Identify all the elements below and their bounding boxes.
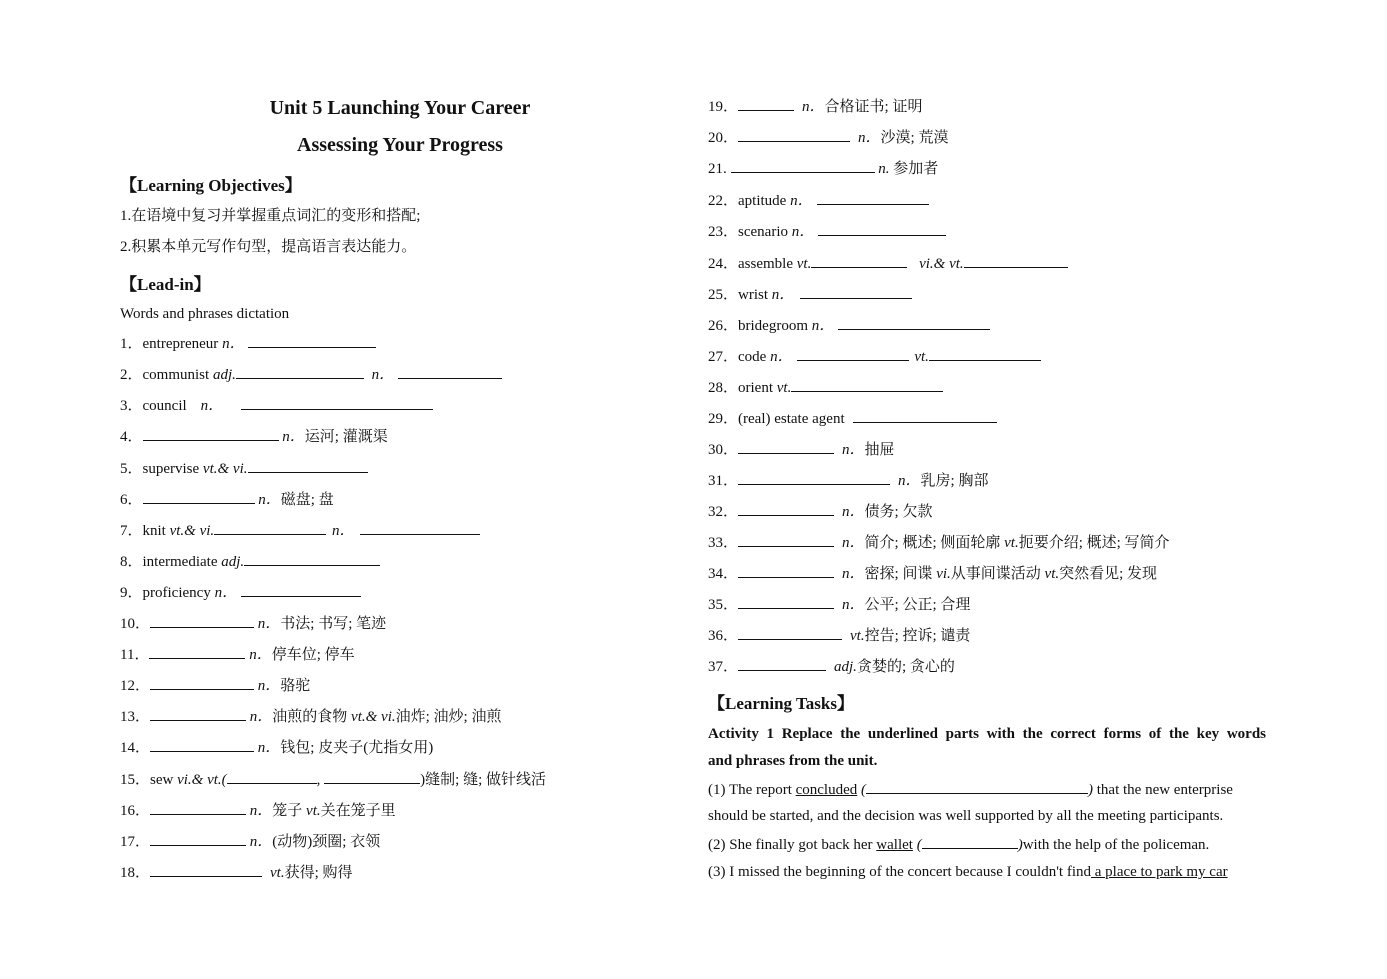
answer-blank[interactable]	[791, 377, 943, 392]
vocab-item-32: 32． n．债务; 欠款	[708, 501, 932, 522]
vocab-item-37: 37． adj.贪婪的; 贪心的	[708, 656, 955, 677]
page-subtitle: Assessing Your Progress	[297, 134, 503, 156]
answer-blank[interactable]	[929, 346, 1041, 361]
vocab-item-36: 36． vt.控告; 控诉; 谴责	[708, 625, 970, 646]
vocab-item-19: 19． n．合格证书; 证明	[708, 96, 922, 117]
vocab-item-7: 7．knit vt.& vi. n．	[120, 520, 480, 541]
vocab-item-12: 12． n．骆驼	[120, 675, 310, 696]
vocab-item-33: 33． n．简介; 概述; 侧面轮廓 vt.扼要介绍; 概述; 写简介	[708, 532, 1170, 553]
objective-item: 1.在语境中复习并掌握重点词汇的变形和搭配;	[120, 208, 421, 224]
answer-blank[interactable]	[738, 96, 794, 111]
vocab-item-22: 22．aptitude n．	[708, 190, 929, 211]
vocab-item-6: 6． n．磁盘; 盘	[120, 489, 334, 510]
sentence-1-cont: should be started, and the decision was well supported by all the meeting participants.	[708, 808, 1224, 824]
vocab-item-29: 29．(real) estate agent	[708, 408, 997, 429]
vocab-item-35: 35． n．公平; 公正; 合理	[708, 594, 970, 615]
answer-blank[interactable]	[800, 284, 912, 299]
answer-blank[interactable]	[150, 706, 246, 721]
answer-blank[interactable]	[227, 769, 317, 784]
answer-blank[interactable]	[731, 158, 875, 173]
answer-blank[interactable]	[818, 221, 946, 236]
answer-blank[interactable]	[922, 834, 1018, 849]
answer-blank[interactable]	[214, 520, 326, 535]
vocab-item-25: 25．wrist n．	[708, 284, 912, 305]
answer-blank[interactable]	[149, 644, 245, 659]
vocab-item-14: 14． n．钱包; 皮夹子(尤指女用)	[120, 737, 433, 758]
vocab-item-21: 21. n. 参加者	[708, 158, 938, 179]
page-title: Unit 5 Launching Your Career	[269, 97, 531, 119]
vocab-item-27: 27．code n． vt.	[708, 346, 1041, 367]
answer-blank[interactable]	[738, 470, 890, 485]
answer-blank[interactable]	[817, 190, 929, 205]
vocab-item-8: 8．intermediate adj.	[120, 551, 380, 572]
answer-blank[interactable]	[150, 862, 262, 877]
answer-blank[interactable]	[738, 594, 834, 609]
vocab-item-11: 11． n．停车位; 停车	[120, 644, 355, 665]
answer-blank[interactable]	[360, 520, 480, 535]
vocab-item-31: 31． n．乳房; 胸部	[708, 470, 988, 491]
vocab-item-26: 26．bridegroom n．	[708, 315, 990, 336]
vocab-item-10: 10． n．书法; 书写; 笔迹	[120, 613, 386, 634]
answer-blank[interactable]	[150, 613, 254, 628]
answer-blank[interactable]	[738, 532, 834, 547]
lead-in-header: 【Lead-in】	[120, 275, 211, 294]
vocab-item-17: 17． n．(动物)颈圈; 衣领	[120, 831, 380, 852]
sentence-2: (2) She finally got back her wallet ( )with the help of the policeman.	[708, 834, 1209, 855]
vocab-item-15: 15．sew vi.& vt.( , )缝制; 缝; 做针线活	[120, 769, 546, 790]
objective-item: 2.积累本单元写作句型，提高语言表达能力。	[120, 239, 417, 255]
answer-blank[interactable]	[866, 779, 1088, 794]
answer-blank[interactable]	[797, 346, 909, 361]
vocab-item-30: 30． n．抽屉	[708, 439, 895, 460]
vocab-item-28: 28．orient vt.	[708, 377, 943, 398]
answer-blank[interactable]	[241, 582, 361, 597]
answer-blank[interactable]	[398, 364, 502, 379]
answer-blank[interactable]	[738, 563, 834, 578]
sentence-1: (1) The report concluded ( ) that the new enterprise	[708, 779, 1233, 800]
answer-blank[interactable]	[324, 769, 420, 784]
answer-blank[interactable]	[964, 253, 1068, 268]
sentence-3: (3) I missed the beginning of the concert because I couldn't find a place to park my car	[708, 864, 1228, 880]
dictation-intro: Words and phrases dictation	[120, 306, 290, 322]
answer-blank[interactable]	[150, 800, 246, 815]
answer-blank[interactable]	[248, 333, 376, 348]
vocab-item-16: 16． n．笼子 vt.关在笼子里	[120, 800, 396, 821]
vocab-item-23: 23．scenario n．	[708, 221, 946, 242]
vocab-item-18: 18． vt.获得; 购得	[120, 862, 353, 883]
vocab-item-20: 20． n．沙漠; 荒漠	[708, 127, 948, 148]
vocab-item-13: 13． n．油煎的食物 vt.& vi.油炸; 油炒; 油煎	[120, 706, 501, 727]
answer-blank[interactable]	[244, 551, 380, 566]
answer-blank[interactable]	[241, 395, 433, 410]
objectives-header: 【Learning Objectives】	[120, 176, 302, 195]
vocab-item-4: 4． n．运河; 灌溉渠	[120, 426, 388, 447]
answer-blank[interactable]	[738, 656, 826, 671]
vocab-item-24: 24．assemble vt. vi.& vt.	[708, 253, 1068, 274]
answer-blank[interactable]	[738, 127, 850, 142]
learning-tasks-header: 【Learning Tasks】	[708, 694, 854, 713]
answer-blank[interactable]	[143, 489, 255, 504]
answer-blank[interactable]	[738, 439, 834, 454]
answer-blank[interactable]	[236, 364, 364, 379]
answer-blank[interactable]	[150, 737, 254, 752]
activity-instruction-cont: and phrases from the unit.	[708, 753, 878, 769]
answer-blank[interactable]	[150, 675, 254, 690]
answer-blank[interactable]	[143, 426, 279, 441]
answer-blank[interactable]	[150, 831, 246, 846]
answer-blank[interactable]	[738, 625, 842, 640]
answer-blank[interactable]	[811, 253, 907, 268]
vocab-item-3: 3．council n．	[120, 395, 433, 416]
answer-blank[interactable]	[738, 501, 834, 516]
answer-blank[interactable]	[248, 458, 368, 473]
answer-blank[interactable]	[853, 408, 997, 423]
vocab-item-5: 5．supervise vt.& vi.	[120, 458, 368, 479]
vocab-item-9: 9．proficiency n．	[120, 582, 361, 603]
vocab-item-2: 2．communist adj. n．	[120, 364, 502, 385]
activity-instruction: Activity 1 Replace the underlined parts with the correct forms of the key words	[708, 726, 1266, 742]
vocab-item-1: 1．entrepreneur n．	[120, 333, 376, 354]
vocab-item-34: 34． n．密探; 间谍 vi.从事间谍活动 vt.突然看见; 发现	[708, 563, 1157, 584]
answer-blank[interactable]	[838, 315, 990, 330]
